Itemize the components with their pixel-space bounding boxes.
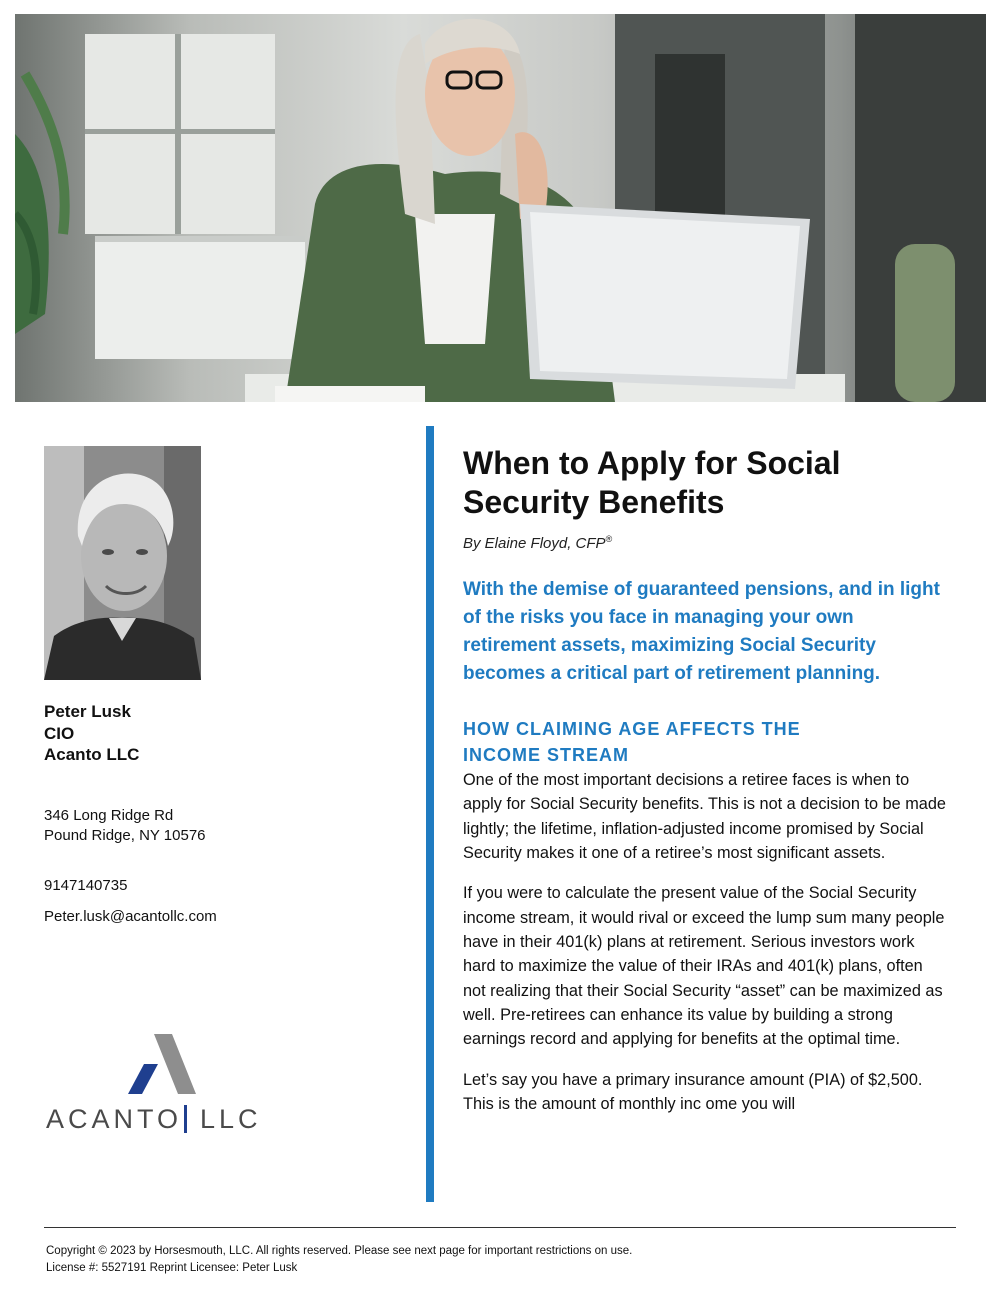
advisor-headshot xyxy=(44,446,201,680)
hero-illustration xyxy=(15,14,986,402)
paragraph-2: If you were to calculate the present value of the Social Security income stream, it would rival or exceed the lump sum many people have in their 401(k) plans at retirement. Serious investors work hard to maximize the value of their IRAs and 401(k) plans, often not realizing that their Social Security “asset” can be maximized as well. Pre-retirees can enhance its value by building a strong earnings record and applying for benefits at the optimal time. xyxy=(463,884,945,1049)
advisor-address xyxy=(44,806,206,846)
advisor-company: Acanto LLC xyxy=(44,745,140,764)
logo-divider xyxy=(184,1105,187,1133)
advisor-name: Peter Lusk xyxy=(44,702,131,721)
acanto-logo xyxy=(44,1034,280,1138)
advisor-email[interactable]: Peter.lusk@acantollc.com xyxy=(44,908,217,925)
footer xyxy=(46,1243,632,1277)
copyright-notice: Copyright © 2023 by Horsesmouth, LLC. All rights reserved. Please see next page for important restrictions on use. xyxy=(46,1245,633,1257)
article-lede: With the demise of guaranteed pensions, and in light of the risks you face in managing your own retirement assets, maximizing Social Security becomes a critical part of retirement planning. xyxy=(463,579,940,684)
address-line-2: Pound Ridge, NY 10576 xyxy=(44,827,206,844)
logo-word: ACANTO xyxy=(46,1104,183,1134)
hero-photo xyxy=(15,14,986,402)
section-heading xyxy=(463,716,953,768)
headshot-illustration xyxy=(44,446,201,680)
advisor-info xyxy=(44,701,139,766)
section-heading-line-2: INCOME STREAM xyxy=(463,745,629,765)
paragraph-1: One of the most important decisions a retiree faces is when to apply for Social Security benefits. This is not a decision to be made lightly; the lifetime, inflation-adjusted income promised by Social Security makes it one of a retiree’s most significant assets. xyxy=(463,771,946,862)
article-byline xyxy=(463,534,953,552)
article xyxy=(463,444,953,1133)
logo-mark xyxy=(44,1034,280,1102)
article-accent-rule xyxy=(426,426,434,1202)
license-notice: License #: 5527191 Reprint Licensee: Peter Lusk xyxy=(46,1262,298,1274)
footer-divider xyxy=(44,1227,956,1228)
byline-text: By Elaine Floyd, CFP xyxy=(463,535,606,552)
notebook xyxy=(275,386,425,402)
advisor-phone: 9147140735 xyxy=(44,877,128,894)
article-title: When to Apply for Social Security Benefits xyxy=(463,445,841,520)
registered-mark: ® xyxy=(605,534,613,544)
address-line-1: 346 Long Ridge Rd xyxy=(44,807,174,824)
logo-suffix: LLC xyxy=(200,1104,262,1134)
section-heading-line-1: HOW CLAIMING AGE AFFECTS THE xyxy=(463,719,801,739)
advisor-title: CIO xyxy=(44,723,75,743)
counter xyxy=(95,239,305,359)
paragraph-3: Let’s say you have a primary insurance amount (PIA) of $2,500. This is the amount of monthly inc ome you will xyxy=(463,1070,923,1114)
